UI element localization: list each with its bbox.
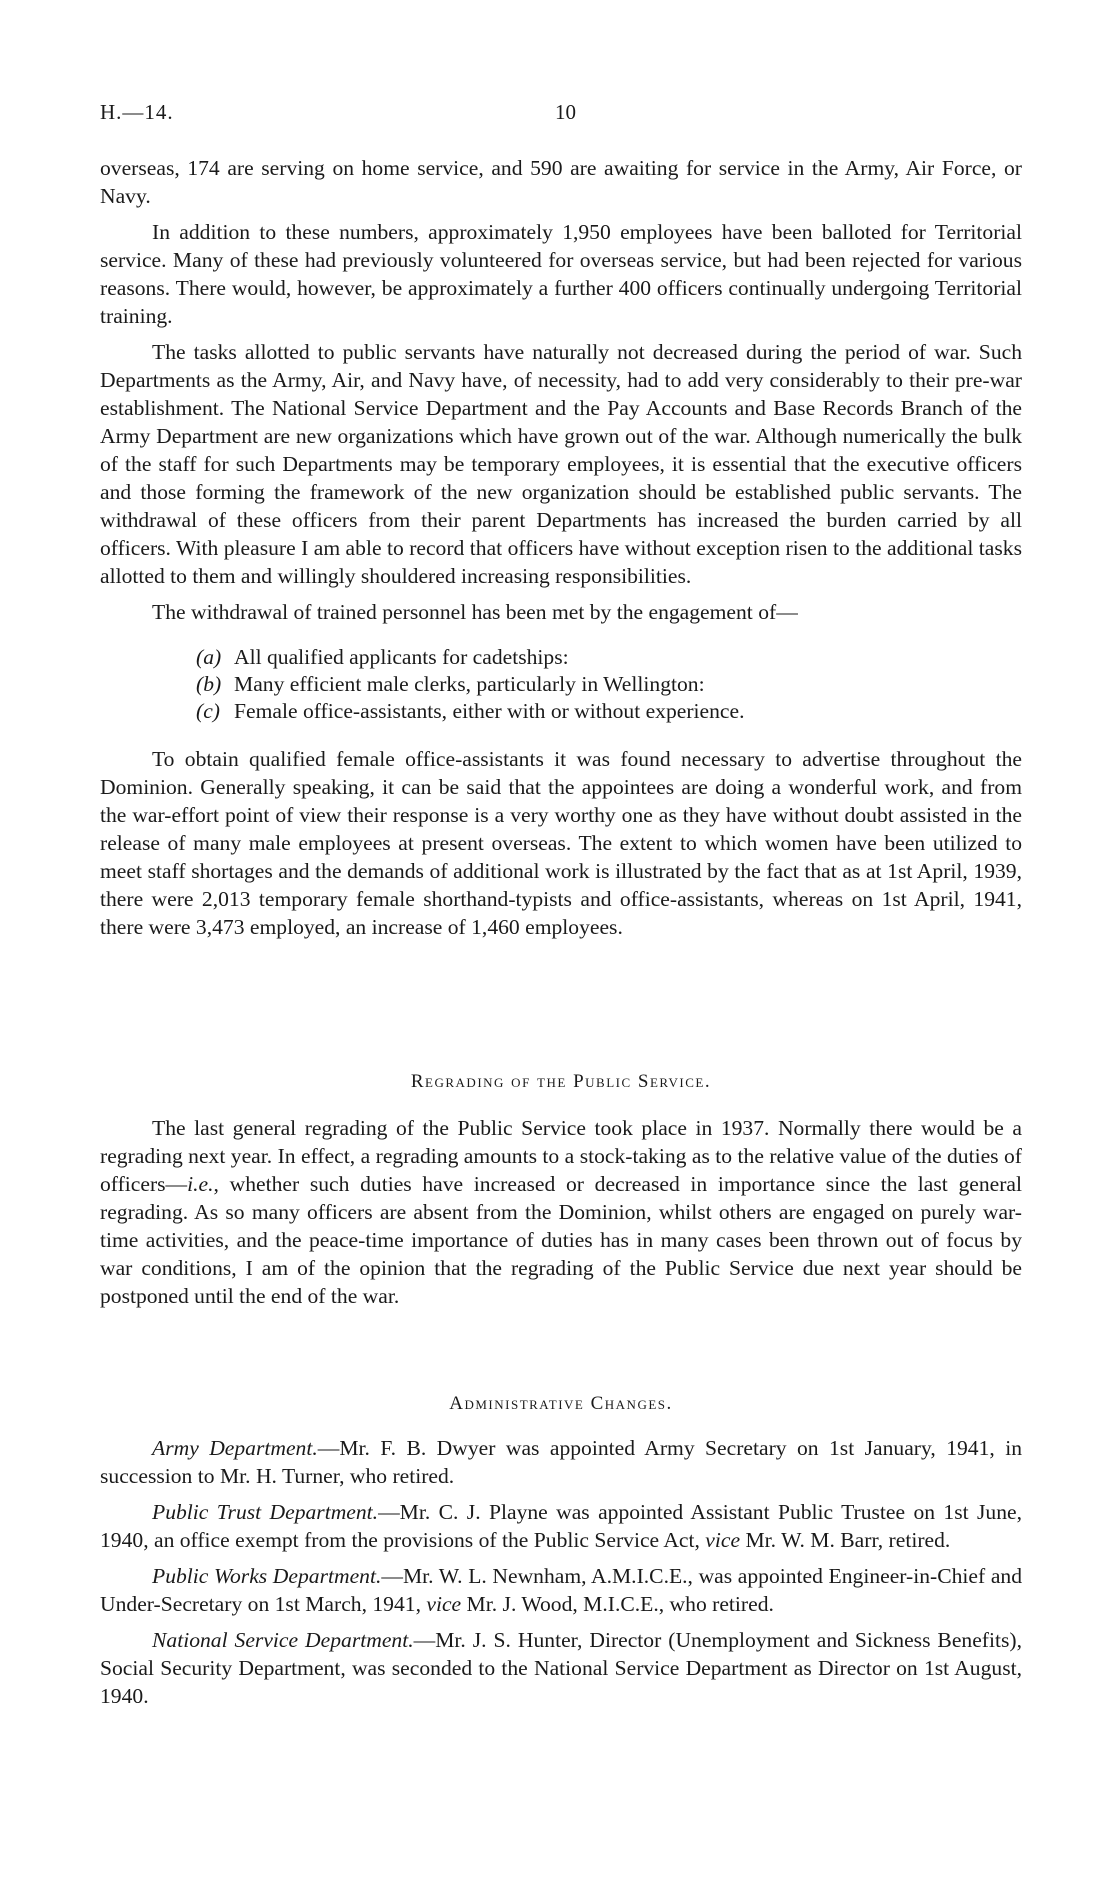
- public-trust-label: Public Trust Department.: [152, 1500, 379, 1524]
- national-service-label: National Service Department.: [152, 1628, 414, 1652]
- regrading-section: [100, 1068, 1022, 1310]
- national-service-text: —Mr. J. S. Hunter, Director (Unemployment and Sickness Benefits), Social Security Department, was seconded to the National Service Department as Director on 1st August, 1940.: [100, 1628, 1022, 1708]
- list-item-text: All qualified applicants for cadetships:: [234, 645, 569, 669]
- paragraph-regrading: [100, 1114, 1022, 1310]
- paragraph-public-works: [100, 1562, 1022, 1618]
- list-item: [100, 698, 1022, 725]
- public-works-label: Public Works Department.: [152, 1564, 382, 1588]
- paragraph-overseas: overseas, 174 are serving on home service, and 590 are awaiting for service in the Army, Air Force, or Navy.: [100, 156, 1022, 208]
- paragraph-tasks: The tasks allotted to public servants have naturally not decreased during the period of war. Such Departments as the Army, Air, and Navy have, of necessity, had to add very considerably to their pre-war establishment. The National Service Department and the Pay Accounts and Base Records Branch of the Army Department are new organizations which have grown out of the war. Although numerically the bulk of the staff for such Departments may be temporary employees, it is essential that the executive officers and those forming the framework of the new organization should be established public servants. The withdrawal of these officers from their parent Departments has increased the burden carried by all officers. With pleasure I am able to record that officers have without exception risen to the additional tasks allotted to them and willingly shouldered increasing responsibilities.: [100, 340, 1022, 588]
- public-works-text-b: Mr. J. Wood, M.I.C.E., who retired.: [461, 1592, 774, 1616]
- body-text-top: [100, 154, 1022, 941]
- list-marker: (c): [196, 699, 220, 723]
- paragraph-female-assistants: To obtain qualified female office-assistants it was found necessary to advertise throughout the Dominion. Generally speaking, it can be said that the appointees are doing a wonderful work, and from the war-effort point of view their response is a very worthy one as they have without doubt assisted in the release of many male employees at present overseas. The extent to which women have been utilized to meet staff shortages and the demands of additional work is illustrated by the fact that as at 1st April, 1939, there were 2,013 temporary female shorthand-typists and office-assistants, whereas on 1st April, 1941, there were 3,473 employed, an increase of 1,460 employees.: [100, 747, 1022, 939]
- regrading-text-a: The last general regrading of the Public Service took place in 1937. Normally there would be a regrading next year. In effect, a regrading amounts to a stock-taking as to the relative value of the duties of officers—: [100, 1116, 1022, 1196]
- list-marker: (a): [196, 645, 222, 669]
- paragraph-national-service: [100, 1626, 1022, 1710]
- document-reference: H.—14.: [100, 100, 174, 124]
- army-department-label: Army Department.: [152, 1436, 318, 1460]
- list-item-text: Many efficient male clerks, particularly in Wellington:: [234, 672, 705, 696]
- regrading-ie: i.e.: [187, 1172, 214, 1196]
- page-number: 10: [555, 100, 576, 124]
- list-marker: (b): [196, 672, 222, 696]
- paragraph-public-trust: [100, 1498, 1022, 1554]
- list-item: [100, 671, 1022, 698]
- public-works-vice: vice: [426, 1592, 462, 1616]
- public-trust-vice: vice: [705, 1528, 741, 1552]
- list-item-text: Female office-assistants, either with or without experience.: [234, 699, 745, 723]
- administrative-changes-section: [100, 1390, 1022, 1710]
- public-works-text-a: —Mr. W. L. Newnham, A.M.I.C.E., was appointed Engineer-in-Chief and Under-Secretary on 1st March, 1941,: [100, 1564, 1023, 1616]
- army-department-text: —Mr. F. B. Dwyer was appointed Army Secretary on 1st January, 1941, in succession to Mr. H. Turner, who retired.: [100, 1436, 1022, 1488]
- regrading-text-b: , whether such duties have increased or decreased in importance since the last general regrading. As so many officers are absent from the Dominion, whilst others are engaged on purely war-time activities, and the peace-time importance of duties has in many cases been thrown out of focus by war conditions, I am of the opinion that the regrading of the Public Service due next year should be postponed until the end of the war.: [100, 1172, 1022, 1308]
- paragraph-territorial: In addition to these numbers, approximately 1,950 employees have been balloted for Territorial service. Many of these had previously volunteered for overseas service, but had been rejected for various reasons. There would, however, be approximately a further 400 officers continually undergoing Territorial training.: [100, 220, 1022, 328]
- engagement-list: [100, 644, 1022, 725]
- list-item: [100, 644, 1022, 671]
- public-trust-text-a: —Mr. C. J. Playne was appointed Assistant Public Trustee on 1st June, 1940, an office exempt from the provisions of the Public Service Act,: [100, 1500, 1022, 1552]
- paragraph-withdrawal: The withdrawal of trained personnel has been met by the engagement of—: [152, 600, 798, 624]
- public-trust-text-b: Mr. W. M. Barr, retired.: [740, 1528, 951, 1552]
- section-heading-regrading: Regrading of the Public Service.: [410, 1071, 712, 1092]
- paragraph-army-department: [100, 1434, 1022, 1490]
- section-heading-administrative: Administrative Changes.: [449, 1393, 673, 1414]
